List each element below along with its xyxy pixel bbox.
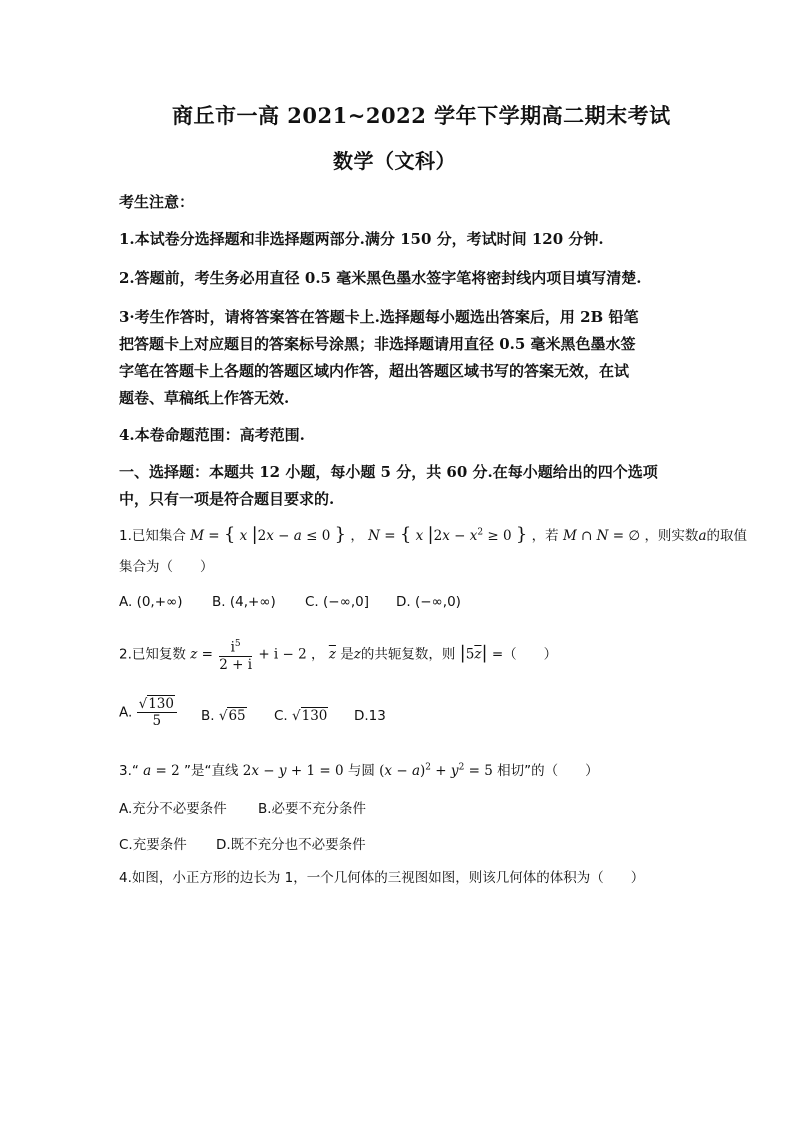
q2-option-a: A. $\frac{√130}{5}$ xyxy=(119,696,179,729)
q1-suffix: ，则实数 xyxy=(644,528,699,544)
section-heading-line1: 一、选择题：本题共 12 小题，每小题 5 分，共 60 分.在每小题给出的四个选项 xyxy=(119,463,658,481)
q1-set-n: N xyxy=(368,528,380,544)
notice-item-3-cont3: 题卷、草稿纸上作答无效. xyxy=(119,389,290,407)
q2-middle2: 的共轭复数，则 xyxy=(360,646,456,663)
section-heading-line2: 中，只有一项是符合题目要求的. xyxy=(119,490,335,508)
q1-line2: 集合为（ ） xyxy=(119,559,214,575)
page-subtitle: 数学（文科） xyxy=(333,149,456,173)
notice-item-3: 3·考生作答时，请将答案答在答题卡上.选择题每小题选出答案后，用 2B 铅笔 xyxy=(119,308,639,326)
q3-text-d: 相切”的（ ） xyxy=(497,763,599,779)
q1-option-c: C. (−∞,0] xyxy=(305,594,369,610)
q1-option-d: D. (−∞,0) xyxy=(396,594,461,610)
q2-option-a-root: 130 xyxy=(148,696,174,712)
q3-option-a: A.充分不必要条件 xyxy=(119,801,227,817)
q2-option-a-label: A. xyxy=(119,704,133,721)
q3-text-c: 与圆 xyxy=(347,763,375,779)
q2-option-c-label: C. xyxy=(274,708,288,724)
q2-option-c: C. √130 xyxy=(274,708,328,724)
q2-prefix: 2.已知复数 xyxy=(119,646,186,663)
q3-option-d: D.既不充分也不必要条件 xyxy=(216,837,366,853)
q2-option-d: D.13 xyxy=(354,708,386,724)
q3-option-b: B.必要不充分条件 xyxy=(258,801,367,817)
notice-heading: 考生注意： xyxy=(119,193,195,211)
notice-item-3-cont1: 把答题卡上对应题目的答案标号涂黑；非选择题请用直径 0.5 毫米黑色墨水签 xyxy=(119,335,636,353)
q2-fraction: $\frac{i^5}{2 + i}$ xyxy=(219,636,252,673)
notice-item-4: 4.本卷命题范围：高考范围. xyxy=(119,426,305,444)
q3-text-a: 3.“ xyxy=(119,763,139,779)
q1-middle: ，若 xyxy=(531,528,559,544)
q3-text-b: ”是“直线 xyxy=(184,763,239,779)
q1-option-b: B. (4,+∞) xyxy=(212,594,276,610)
q2-suffix: =（ ） xyxy=(491,646,558,663)
question-1: 1.已知集合 M = { x |2x − a ≤ 0 } ， N = { x $|2x - x^2 \ge 0$ } ，若 M ∩ N = ∅ ，则实数a的取值 xyxy=(119,524,747,545)
notice-item-3-cont2: 字笔在答题卡上各题的答题区域内作答，超出答题区域书写的答案无效，在试 xyxy=(119,362,630,380)
q1-tail: 的取值 xyxy=(706,528,747,544)
q3-option-c: C.充要条件 xyxy=(119,837,187,853)
q2-option-b-root: 65 xyxy=(228,708,246,724)
q1-comma: ， xyxy=(350,528,364,544)
question-2: 2.已知复数 z = $\frac{i^5}{2 + i}$ + i − 2 ， $\overline{z}$ 是z的共轭复数，则 $|5\overline{z}|$ =（ ） xyxy=(119,636,557,673)
question-3: 3.“ a = 2 ”是“直线 2x − y + 1 = 0 与圆 $(x - a)^2 + y^2 = 5$ 相切”的（ ） xyxy=(119,762,599,779)
question-4: 4.如图，小正方形的边长为 1，一个几何体的三视图如图，则该几何体的体积为（ ） xyxy=(119,870,645,886)
q1-prefix: 1.已知集合 xyxy=(119,528,186,544)
notice-item-2: 2.答题前，考生务必用直径 0.5 毫米黑色墨水签字笔将密封线内项目填写清楚. xyxy=(119,269,642,287)
page-title: 商丘市一高 2021~2022 学年下学期高二期末考试 xyxy=(172,103,671,128)
q2-option-a-den: 5 xyxy=(152,713,162,729)
q1-set-m: M xyxy=(190,528,205,544)
q2-option-b-label: B. xyxy=(201,708,215,724)
q2-option-c-root: 130 xyxy=(301,708,328,724)
q1-option-a: A. (0,+∞) xyxy=(119,594,183,610)
q2-option-b: B. √65 xyxy=(201,708,246,724)
q2-middle: 是 xyxy=(340,646,354,663)
notice-item-1: 1.本试卷分选择题和非选择题两部分.满分 150 分，考试时间 120 分钟. xyxy=(119,230,604,248)
